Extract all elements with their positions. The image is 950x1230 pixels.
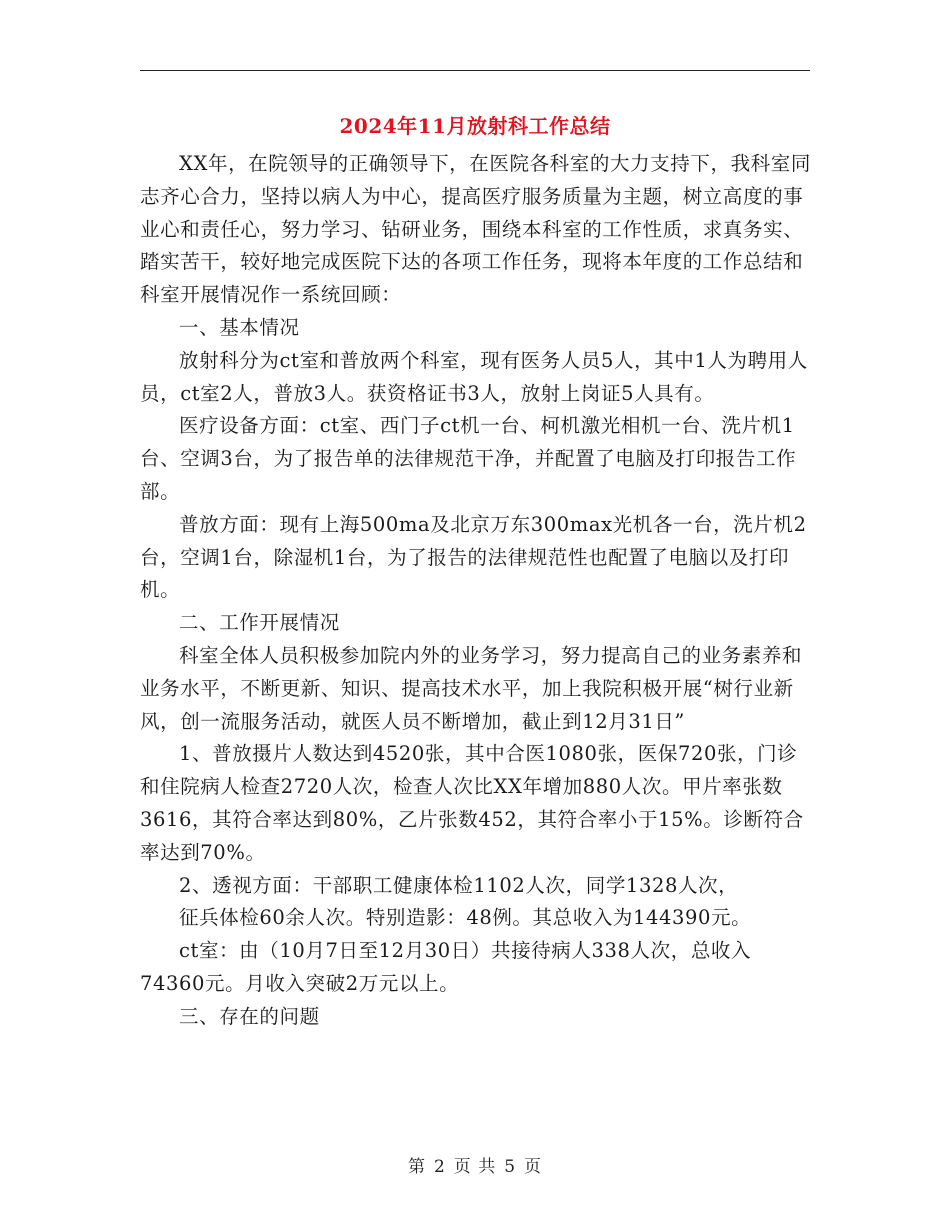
footer-middle: 页 共 bbox=[453, 1157, 497, 1177]
section-heading-problems: 三、存在的问题 bbox=[179, 1004, 320, 1028]
footer-suffix: 页 bbox=[524, 1157, 543, 1177]
footer-prefix: 第 bbox=[407, 1157, 426, 1177]
paragraph-fluoroscopy: 2、透视方面：干部职工健康体检1102人次，同学1328人次， bbox=[179, 873, 739, 897]
paragraph-study: 科室全体人员积极参加院内外的业务学习，努力提高自己的业务素养和业务水平，不断更新、知识、提高技术水平，加上我院积极开展“树行业新风，创一流服务活动，就医人员不断增加，截止到12月31日” bbox=[140, 643, 803, 733]
document-title: 2024年11月放射科工作总结 bbox=[339, 114, 611, 138]
footer-page-number: 2 bbox=[433, 1157, 446, 1177]
section-heading-basic: 一、基本情况 bbox=[179, 315, 300, 339]
paragraph-fluoroscopy-cont: 征兵体检60余人次。特别造影：48例。其总收入为144390元。 bbox=[179, 906, 752, 930]
paragraph-staff: 放射科分为ct室和普放两个科室，现有医务人员5人，其中1人为聘用人员，ct室2人，普放3人。获资格证书3人，放射上岗证5人具有。 bbox=[140, 348, 808, 405]
paragraph-ct: ct室：由（10月7日至12月30日）共接待病人338人次，总收入74360元。月收入突破2万元以上。 bbox=[140, 939, 752, 995]
paragraph-equipment: 医疗设备方面：ct室、西门子ct机一台、柯机激光相机一台、洗片机1台、空调3台，为了报告单的法律规范干净，并配置了电脑及打印报告工作部。 bbox=[140, 414, 797, 503]
footer-total-pages: 5 bbox=[504, 1157, 517, 1177]
paragraph-intro: XX年，在院领导的正确领导下，在医院各科室的大力支持下，我科室同志齐心合力，坚持以病人为中心，提高医疗服务质量为主题，树立高度的事业心和责任心，努力学习、钻研业务，围绕本科室的工作性质，求真务实、踏实苦干，较好地完成医院下达的各项工作任务，现将本年度的工作总结和科室开展情况作一系统回顾： bbox=[140, 152, 811, 307]
document-body bbox=[140, 148, 812, 1034]
page-footer bbox=[0, 1152, 950, 1177]
paragraph-general-radiography: 普放方面：现有上海500ma及北京万东300max光机各一台，洗片机2台，空调1台，除湿机1台，为了报告的法律规范性也配置了电脑以及打印机。 bbox=[140, 512, 807, 602]
section-heading-work: 二、工作开展情况 bbox=[179, 611, 340, 635]
paragraph-radiography-stats: 1、普放摄片人数达到4520张，其中合医1080张，医保720张，门诊和住院病人检查2720人次，检查人次比XX年增加880人次。甲片率张数3616，其符合率达到80%，乙片张数452，其符合率小于15%。诊断符合率达到70%。 bbox=[140, 742, 804, 864]
header-rule bbox=[140, 70, 810, 71]
